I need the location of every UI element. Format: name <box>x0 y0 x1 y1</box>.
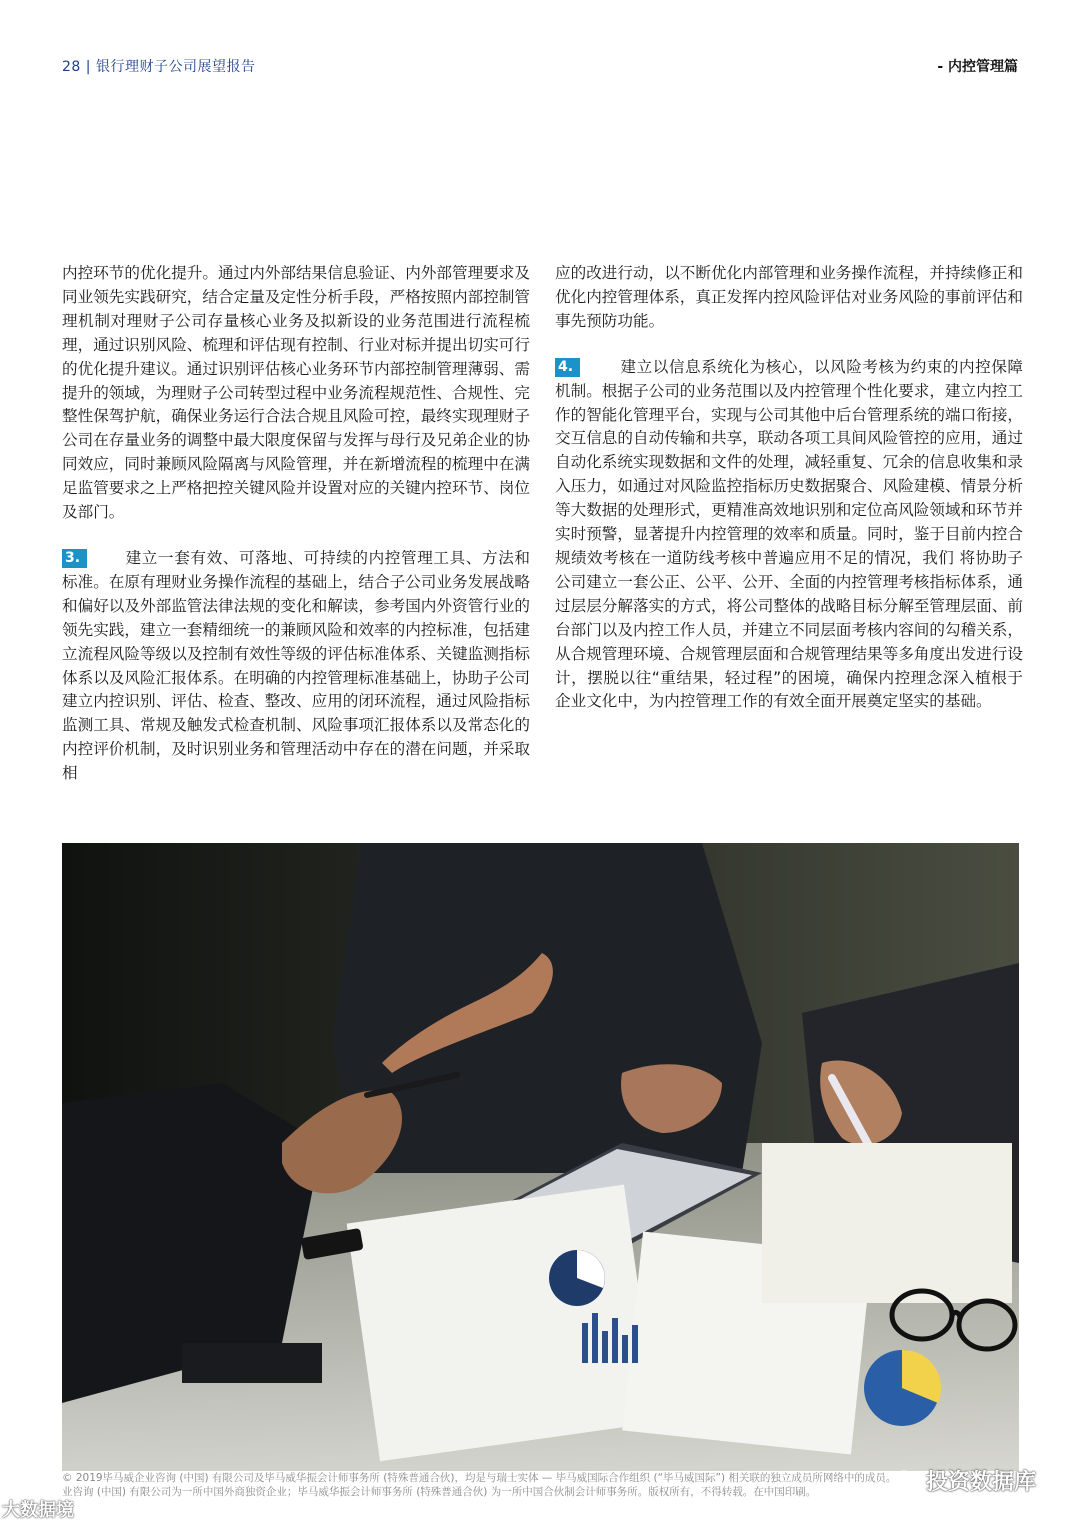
copyright-footer <box>62 1471 942 1499</box>
footer-line-1: © 2019毕马威企业咨询 (中国) 有限公司及毕马威华振会计师事务所 (特殊普通合伙)，均是与瑞士实体 — 毕马威国际合作组织 (“毕马威国际”) 相关联的独立成员所网络中的成员。 <box>62 1472 897 1484</box>
watermark-right <box>894 1465 1036 1498</box>
report-title: 银行理财子公司展望报告 <box>95 59 256 75</box>
page-header <box>62 56 1018 78</box>
section-4 <box>555 356 1023 715</box>
page-number: 28 <box>62 59 81 75</box>
right-paragraph-1: 应的改进行动，以不断优化内部管理和业务操作流程，并持续修正和优化内控管理体系，真正发挥内控风险评估对业务风险的事前评估和事先预防功能。 <box>555 264 1023 330</box>
left-paragraph-1: 内控环节的优化提升。通过内外部结果信息验证、内外部管理要求及同业领先实践研究，结合定量及定性分析手段，严格按照内部控制管理机制对理财子公司存量核心业务及拟新设的业务范围进行流程梳理，通过识别风险、梳理和评估现有控制、行业对标并提出切实可行的优化提升建议。通过识别评估核心业务环节内部控制管理薄弱、需提升的领域，为理财子公司转型过程中业务流程规范性、合规性、完整性保驾护航，确保业务运行合法合规且风险可控，最终实现理财子公司在存量业务的调整中最大限度保留与发挥与母行及兄弟企业的协同效应，同时兼顾风险隔离与风险管理，并在新增流程的梳理中在满足监管要求之上严格把控关键风险并设置对应的关键内控环节、岗位及部门。 <box>62 264 530 522</box>
wechat-icon <box>894 1470 920 1498</box>
photo-illustration <box>62 843 1019 1471</box>
footer-line-2: 业咨询 (中国) 有限公司为一所中国外商独资企业；毕马威华振会计师事务所 (特殊普通合伙) 为一所中国合伙制会计师事务所。版权所有，不得转载。在中国印刷。 <box>62 1486 817 1498</box>
section-4-text: 建立以信息系统化为核心，以风险考核为约束的内控保障机制。根据子公司的业务范围以及内控管理个性化要求，建立内控工作的智能化管理平台，实现与公司其他中后台管理系统的端口衔接，交互信息的自动传输和共享，联动各项工具间风险管控的应用，通过自动化系统实现数据和文件的处理，减轻重复、冗余的信息收集和录入压力，如通过对风险监控指标历史数据聚合、风险建模、情景分析等大数据的处理形式，更精准高效地识别和定位高风险领域和环节并实时预警，显著提升内控管理的效率和质量。同时，鉴于目前内控合规绩效考核在一道防线考核中普遍应用不足的情况，我们 将协助子公司建立一套公正、公平、公开、全面的内控管理考核指标体系，通过层层分解落实的方式，将公司整体的战略目标分解至管理层面、前台部门以及内控工作人员，并建立不同层面考核内容间的勾稽关系，从合规管理环境、合规管理层面和合规管理结果等多角度出发进行设计，摆脱以往“重结果，轻过程”的困境，确保内控理念深入植根于企业文化中，为内控管理工作的有效全面开展奠定坚实的基础。 <box>555 357 1023 711</box>
watermark-left: 大数据境 <box>2 1500 74 1521</box>
section-4-number-badge: 4. <box>555 358 580 377</box>
business-meeting-photo <box>62 843 1019 1471</box>
header-separator: | <box>80 59 96 75</box>
watermark-right-text: 投资数据库 <box>925 1470 1036 1495</box>
section-3-number-badge: 3. <box>62 549 87 568</box>
left-column <box>62 262 530 786</box>
right-column <box>555 262 1023 714</box>
section-3-text: 建立一套有效、可落地、可持续的内控管理工具、方法和标准。在原有理财业务操作流程的基础上，结合子公司业务发展战略和偏好以及外部监管法律法规的变化和解读，参考国内外资管行业的领先实践，建立一套精细统一的兼顾风险和效率的内控标准，包括建立流程风险等级以及控制有效性等级的评估标准体系、关键监测指标体系以及风险汇报体系。在明确的内控管理标准基础上，协助子公司建立内控识别、评估、检查、整改、应用的闭环流程，通过风险指标监测工具、常规及触发式检查机制、风险事项汇报体系以及常态化的内控评价机制，及时识别业务和管理活动中存在的潜在问题，并采取相 <box>62 548 530 783</box>
section-title: - 内控管理篇 <box>937 59 1018 75</box>
section-3 <box>62 547 530 786</box>
header-left <box>62 56 255 76</box>
